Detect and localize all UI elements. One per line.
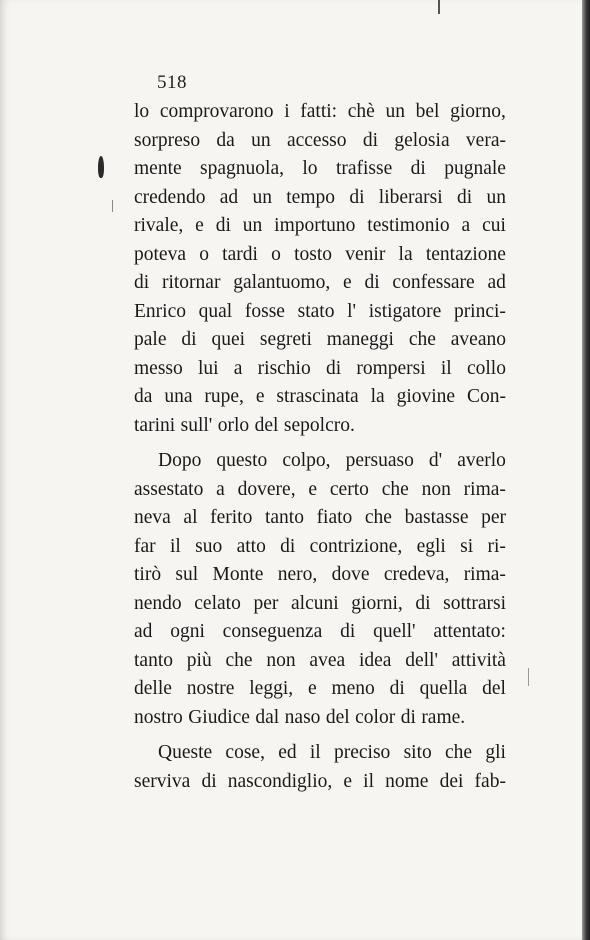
word: qual	[198, 300, 233, 322]
word: di	[456, 186, 473, 208]
paragraph-gap	[134, 440, 506, 447]
word: Queste	[158, 742, 213, 763]
word: Monte	[212, 564, 264, 585]
word: il	[363, 770, 375, 792]
margin-mark	[112, 200, 113, 212]
word: e	[307, 678, 317, 699]
text-line	[134, 269, 506, 298]
body-text	[134, 98, 506, 796]
text-line	[134, 298, 506, 327]
word: di	[410, 158, 426, 179]
word: di	[280, 535, 296, 557]
text-line	[134, 412, 506, 441]
word: giorni,	[351, 592, 403, 614]
word: fatti:	[300, 101, 338, 122]
word: rivale,	[134, 215, 184, 236]
word: che	[445, 742, 473, 763]
word: messo	[134, 357, 183, 379]
word: giovine	[396, 386, 456, 407]
paragraph	[134, 739, 506, 796]
word: vera-	[465, 129, 506, 151]
word: aveano	[450, 329, 506, 350]
word: Dopo	[158, 450, 202, 471]
word: attività	[451, 649, 506, 671]
word: spagnuola,	[200, 158, 284, 179]
word: testimonio	[367, 215, 450, 236]
text-line	[134, 447, 506, 476]
word: e	[343, 272, 352, 293]
word: il	[440, 357, 452, 379]
text-line	[134, 476, 506, 505]
word: nascondiglio,	[227, 770, 333, 792]
word: e	[255, 386, 265, 407]
word: che	[225, 649, 253, 671]
word: lo	[302, 158, 318, 179]
text-line	[134, 155, 506, 184]
word: per	[481, 507, 506, 528]
word: un	[252, 186, 272, 208]
word: un	[486, 186, 506, 208]
word: la	[370, 386, 385, 407]
word: e	[308, 478, 318, 500]
word: cose,	[225, 742, 265, 763]
word: rischio	[257, 357, 311, 379]
word: preciso	[334, 742, 391, 763]
word: sottrarsi	[443, 592, 506, 614]
word: tardi	[222, 243, 258, 265]
word: non	[421, 478, 451, 500]
word: chè	[347, 101, 375, 122]
text-line	[134, 212, 506, 241]
word: si	[460, 535, 474, 557]
paragraph-gap	[134, 732, 506, 739]
word: dei	[439, 770, 464, 792]
word: mente	[134, 158, 182, 179]
word: idea	[358, 649, 392, 671]
word: strascinata	[276, 386, 359, 407]
word: rima-	[463, 478, 506, 500]
word: rima-	[463, 564, 506, 585]
word: egli	[416, 535, 446, 557]
word: ad	[487, 272, 506, 293]
word: attentato:	[433, 621, 506, 642]
word: celato	[194, 592, 241, 614]
word: la	[398, 243, 413, 265]
word: che	[364, 507, 392, 528]
text-line	[134, 768, 506, 797]
word: più	[186, 649, 212, 671]
word: alcuni	[291, 592, 339, 614]
word: trafisse	[335, 158, 393, 179]
word: da	[216, 129, 235, 151]
word: una	[164, 386, 193, 407]
word: il	[169, 535, 181, 557]
word: colpo,	[282, 450, 331, 471]
word: confessare	[392, 272, 475, 293]
word: dove	[331, 564, 370, 585]
text-line	[134, 647, 506, 676]
word: e	[195, 215, 204, 236]
word: rupe,	[204, 386, 244, 407]
word: conseguenza	[222, 621, 323, 642]
word: nostre	[186, 678, 235, 699]
word: credeva,	[383, 564, 450, 585]
word: naso	[284, 706, 321, 728]
word: quell'	[373, 621, 416, 642]
word: importuno	[274, 215, 356, 236]
word: nero,	[277, 564, 318, 585]
word: di	[349, 186, 365, 208]
word: poteva	[134, 243, 186, 265]
word: istigatore	[368, 300, 442, 322]
word: neva	[134, 507, 171, 528]
word: fab-	[474, 770, 506, 792]
word: un	[251, 129, 271, 151]
word: tanto	[134, 649, 173, 671]
word: ferito	[210, 507, 253, 528]
word: tirò	[134, 564, 162, 585]
text-line	[134, 704, 506, 733]
word: tentazione	[425, 243, 506, 265]
text-line	[134, 618, 506, 647]
word: orlo	[217, 414, 250, 436]
word: di	[415, 592, 431, 614]
word: sorpreso	[134, 129, 201, 151]
word: ed	[278, 742, 297, 763]
word: maneggi	[326, 329, 394, 350]
word: cui	[482, 215, 506, 236]
text-line	[134, 184, 506, 213]
text-line	[134, 561, 506, 590]
word: un	[242, 215, 263, 236]
word: persuaso	[345, 450, 414, 471]
word: dovere,	[237, 478, 296, 500]
word: del	[482, 678, 506, 699]
word: tarini	[134, 414, 176, 436]
word: rame.	[421, 706, 466, 728]
word: accesso	[286, 129, 347, 151]
word: a	[233, 357, 243, 379]
word: rompersi	[356, 357, 426, 379]
word: delle	[134, 678, 172, 699]
word: Enrico	[134, 300, 186, 322]
word: galantuomo,	[233, 272, 331, 293]
paragraph	[134, 447, 506, 732]
word: pale	[134, 329, 167, 350]
word: l'	[347, 300, 357, 322]
word: segreti	[259, 329, 312, 350]
text-line	[134, 127, 506, 156]
word: nostro	[134, 706, 183, 728]
word: certo	[329, 478, 369, 500]
paragraph	[134, 98, 506, 440]
word: che	[408, 329, 436, 350]
word: dal	[255, 706, 280, 728]
word: del	[254, 414, 279, 436]
margin-mark	[528, 668, 529, 686]
text-line	[134, 533, 506, 562]
word: ad	[219, 186, 239, 208]
word: gelosia	[394, 129, 450, 151]
word: ri-	[487, 535, 506, 557]
text-line	[134, 355, 506, 384]
word: suo	[195, 535, 223, 557]
word: averlo	[457, 450, 506, 471]
word: ogni	[170, 621, 205, 642]
word: sul	[175, 564, 199, 585]
word: assestato	[134, 478, 204, 500]
word: di	[340, 621, 356, 642]
word: il	[309, 742, 321, 763]
word: sepolcro.	[283, 414, 355, 436]
word: Con-	[466, 386, 506, 407]
word: Giudice	[188, 706, 250, 728]
word: di	[362, 129, 379, 151]
word: liberarsi	[378, 186, 443, 208]
word: gli	[485, 742, 506, 763]
word: dell'	[405, 649, 438, 671]
book-spine-edge	[582, 0, 590, 940]
word: a	[216, 478, 225, 500]
word: credendo	[134, 186, 206, 208]
word: di	[325, 357, 342, 379]
word: lo	[134, 101, 150, 122]
text-line	[134, 590, 506, 619]
text-line	[134, 739, 506, 768]
word: giorno,	[450, 101, 506, 122]
word: contrizione,	[309, 535, 403, 557]
word: questo	[216, 450, 268, 471]
word: i	[284, 101, 290, 122]
word: non	[266, 649, 296, 671]
word: del	[325, 706, 350, 728]
word: bel	[415, 101, 440, 122]
text-line	[134, 675, 506, 704]
word: avea	[309, 649, 346, 671]
word: tanto	[264, 507, 304, 528]
word: fiato	[316, 507, 353, 528]
word: tosto	[294, 243, 333, 265]
word: collo	[466, 357, 506, 379]
word: serviva	[134, 770, 191, 792]
word: di	[389, 678, 405, 699]
ink-blot-mark	[98, 156, 104, 178]
word: nendo	[134, 592, 182, 614]
word: sull'	[180, 414, 213, 436]
page-number: 518	[157, 72, 187, 93]
word: color	[355, 706, 396, 728]
word: comprovarono	[159, 101, 274, 122]
word: per	[253, 592, 279, 614]
word: bastasse	[404, 507, 469, 528]
word: leggi,	[249, 678, 294, 699]
word: a	[461, 215, 471, 236]
word: al	[183, 507, 198, 528]
word: di	[215, 215, 231, 236]
word: meno	[331, 678, 375, 699]
word: d'	[428, 450, 443, 471]
word: di	[201, 770, 217, 792]
text-line	[134, 326, 506, 355]
word: e	[343, 770, 353, 792]
word: tempo	[286, 186, 336, 208]
word: di	[134, 272, 150, 293]
word: o	[271, 243, 281, 265]
word: quella	[419, 678, 468, 699]
word: pugnale	[444, 158, 506, 179]
text-line	[134, 383, 506, 412]
word: di	[400, 706, 416, 728]
word: sito	[403, 742, 432, 763]
word: che	[381, 478, 409, 500]
word: venir	[345, 243, 386, 265]
text-line	[134, 98, 506, 127]
word: lui	[197, 357, 219, 379]
word: ritornar	[161, 272, 221, 293]
word: fosse	[244, 300, 285, 322]
word: o	[199, 243, 209, 265]
word: nome	[385, 770, 429, 792]
word: ad	[134, 621, 153, 642]
word: un	[385, 101, 405, 122]
word: atto	[236, 535, 266, 557]
word: princi-	[453, 300, 506, 322]
word: da	[134, 386, 153, 407]
text-line	[134, 241, 506, 270]
margin-mark	[438, 0, 440, 14]
word: di	[181, 329, 197, 350]
text-line	[134, 504, 506, 533]
word: far	[134, 535, 156, 557]
word: di	[364, 272, 380, 293]
word: quei	[211, 329, 246, 350]
word: stato	[297, 300, 335, 322]
